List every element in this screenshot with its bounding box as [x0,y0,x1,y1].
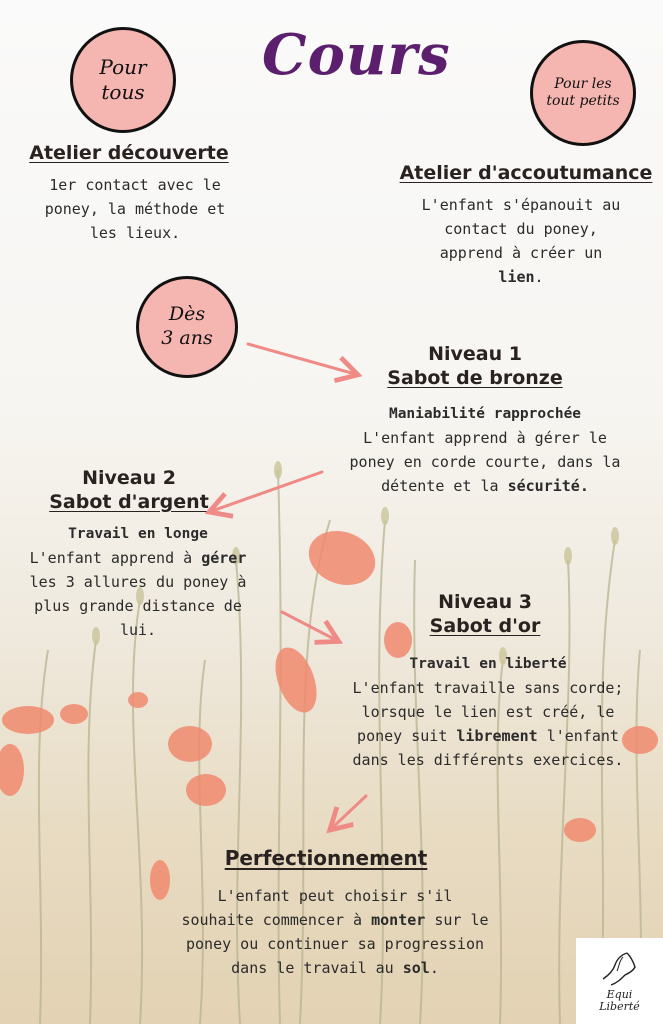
arrow-to-perfectionnement [332,796,366,828]
equi-liberte-logo [576,938,663,1024]
subtitle: Travail en longe [68,526,208,542]
bold-word: librement [456,727,538,745]
text-line: L'enfant s'épanouit au [421,196,621,214]
subtitle: Maniabilité rapprochée [388,406,582,422]
level-name: Sabot d'argent [49,491,209,513]
text-span: poney suit [357,727,457,745]
level-name: Sabot de bronze [387,367,563,389]
logo-text: Liberté [599,1000,640,1013]
text-line: plus grande distance de [34,597,242,615]
text-line: L'enfant peut choisir s'il [217,887,453,905]
text-line: lui. [119,621,157,639]
level-label: Niveau 2 [82,467,176,489]
logo-text: Equi [606,988,633,1001]
page-title: Cours [262,22,451,88]
text-line: 1er contact avec le [49,176,221,194]
level-name: Sabot d'or [429,615,541,637]
perfectionnement-title: Perfectionnement [224,846,428,870]
badge-line: Pour les [554,75,612,92]
text-span: détente et la [381,477,508,495]
text-line: L'enfant travaille sans corde; [352,679,624,697]
level-label: Niveau 3 [438,591,532,613]
text-span: sur le [425,911,489,929]
text-span: souhaite commencer à [181,911,372,929]
badge-line: 3 ans [161,327,213,349]
text-line: contact du poney, [444,220,598,238]
arrow-to-niveau2 [212,472,322,511]
bold-word: gérer [201,549,247,567]
text-line: les lieux. [89,224,181,242]
text-line: dans les différents exercices. [352,751,624,769]
text-span: . [534,268,544,286]
bold-word: lien [498,268,535,286]
atelier-accoutumance-title: Atelier d'accoutumance [399,162,653,184]
badge-line: tout petits [546,93,620,109]
text-span: l'enfant [537,727,619,745]
bold-word: monter [371,911,426,929]
text-line: les 3 allures du poney à [29,573,247,591]
text-line: apprend à créer un [439,244,603,262]
text-span: . [429,959,439,977]
arrow-to-niveau3 [282,612,336,640]
bold-word: sol [402,959,430,977]
badge-line: tous [101,80,145,104]
badge-line: Dès [168,303,206,326]
bold-word: sécurité [507,477,580,495]
text-line: poney, la méthode et [44,200,226,218]
text-line: poney en corde courte, dans la [349,453,621,471]
badge-line: Pour [99,55,147,79]
text-line: poney ou continuer sa progression [185,935,484,953]
level-label: Niveau 1 [428,343,522,365]
atelier-decouverte-title: Atelier découverte [29,142,229,164]
text-line: L'enfant apprend à gérer le [363,429,607,447]
arrow-to-niveau1 [248,344,355,374]
text-span: L'enfant apprend à [29,549,202,567]
text-span: dans le travail au [231,959,403,977]
text-line: lorsque le lien est créé, le [361,703,615,721]
horse-head-icon [597,949,643,989]
subtitle: Travail en liberté [409,656,567,672]
text-span: . [579,477,589,495]
